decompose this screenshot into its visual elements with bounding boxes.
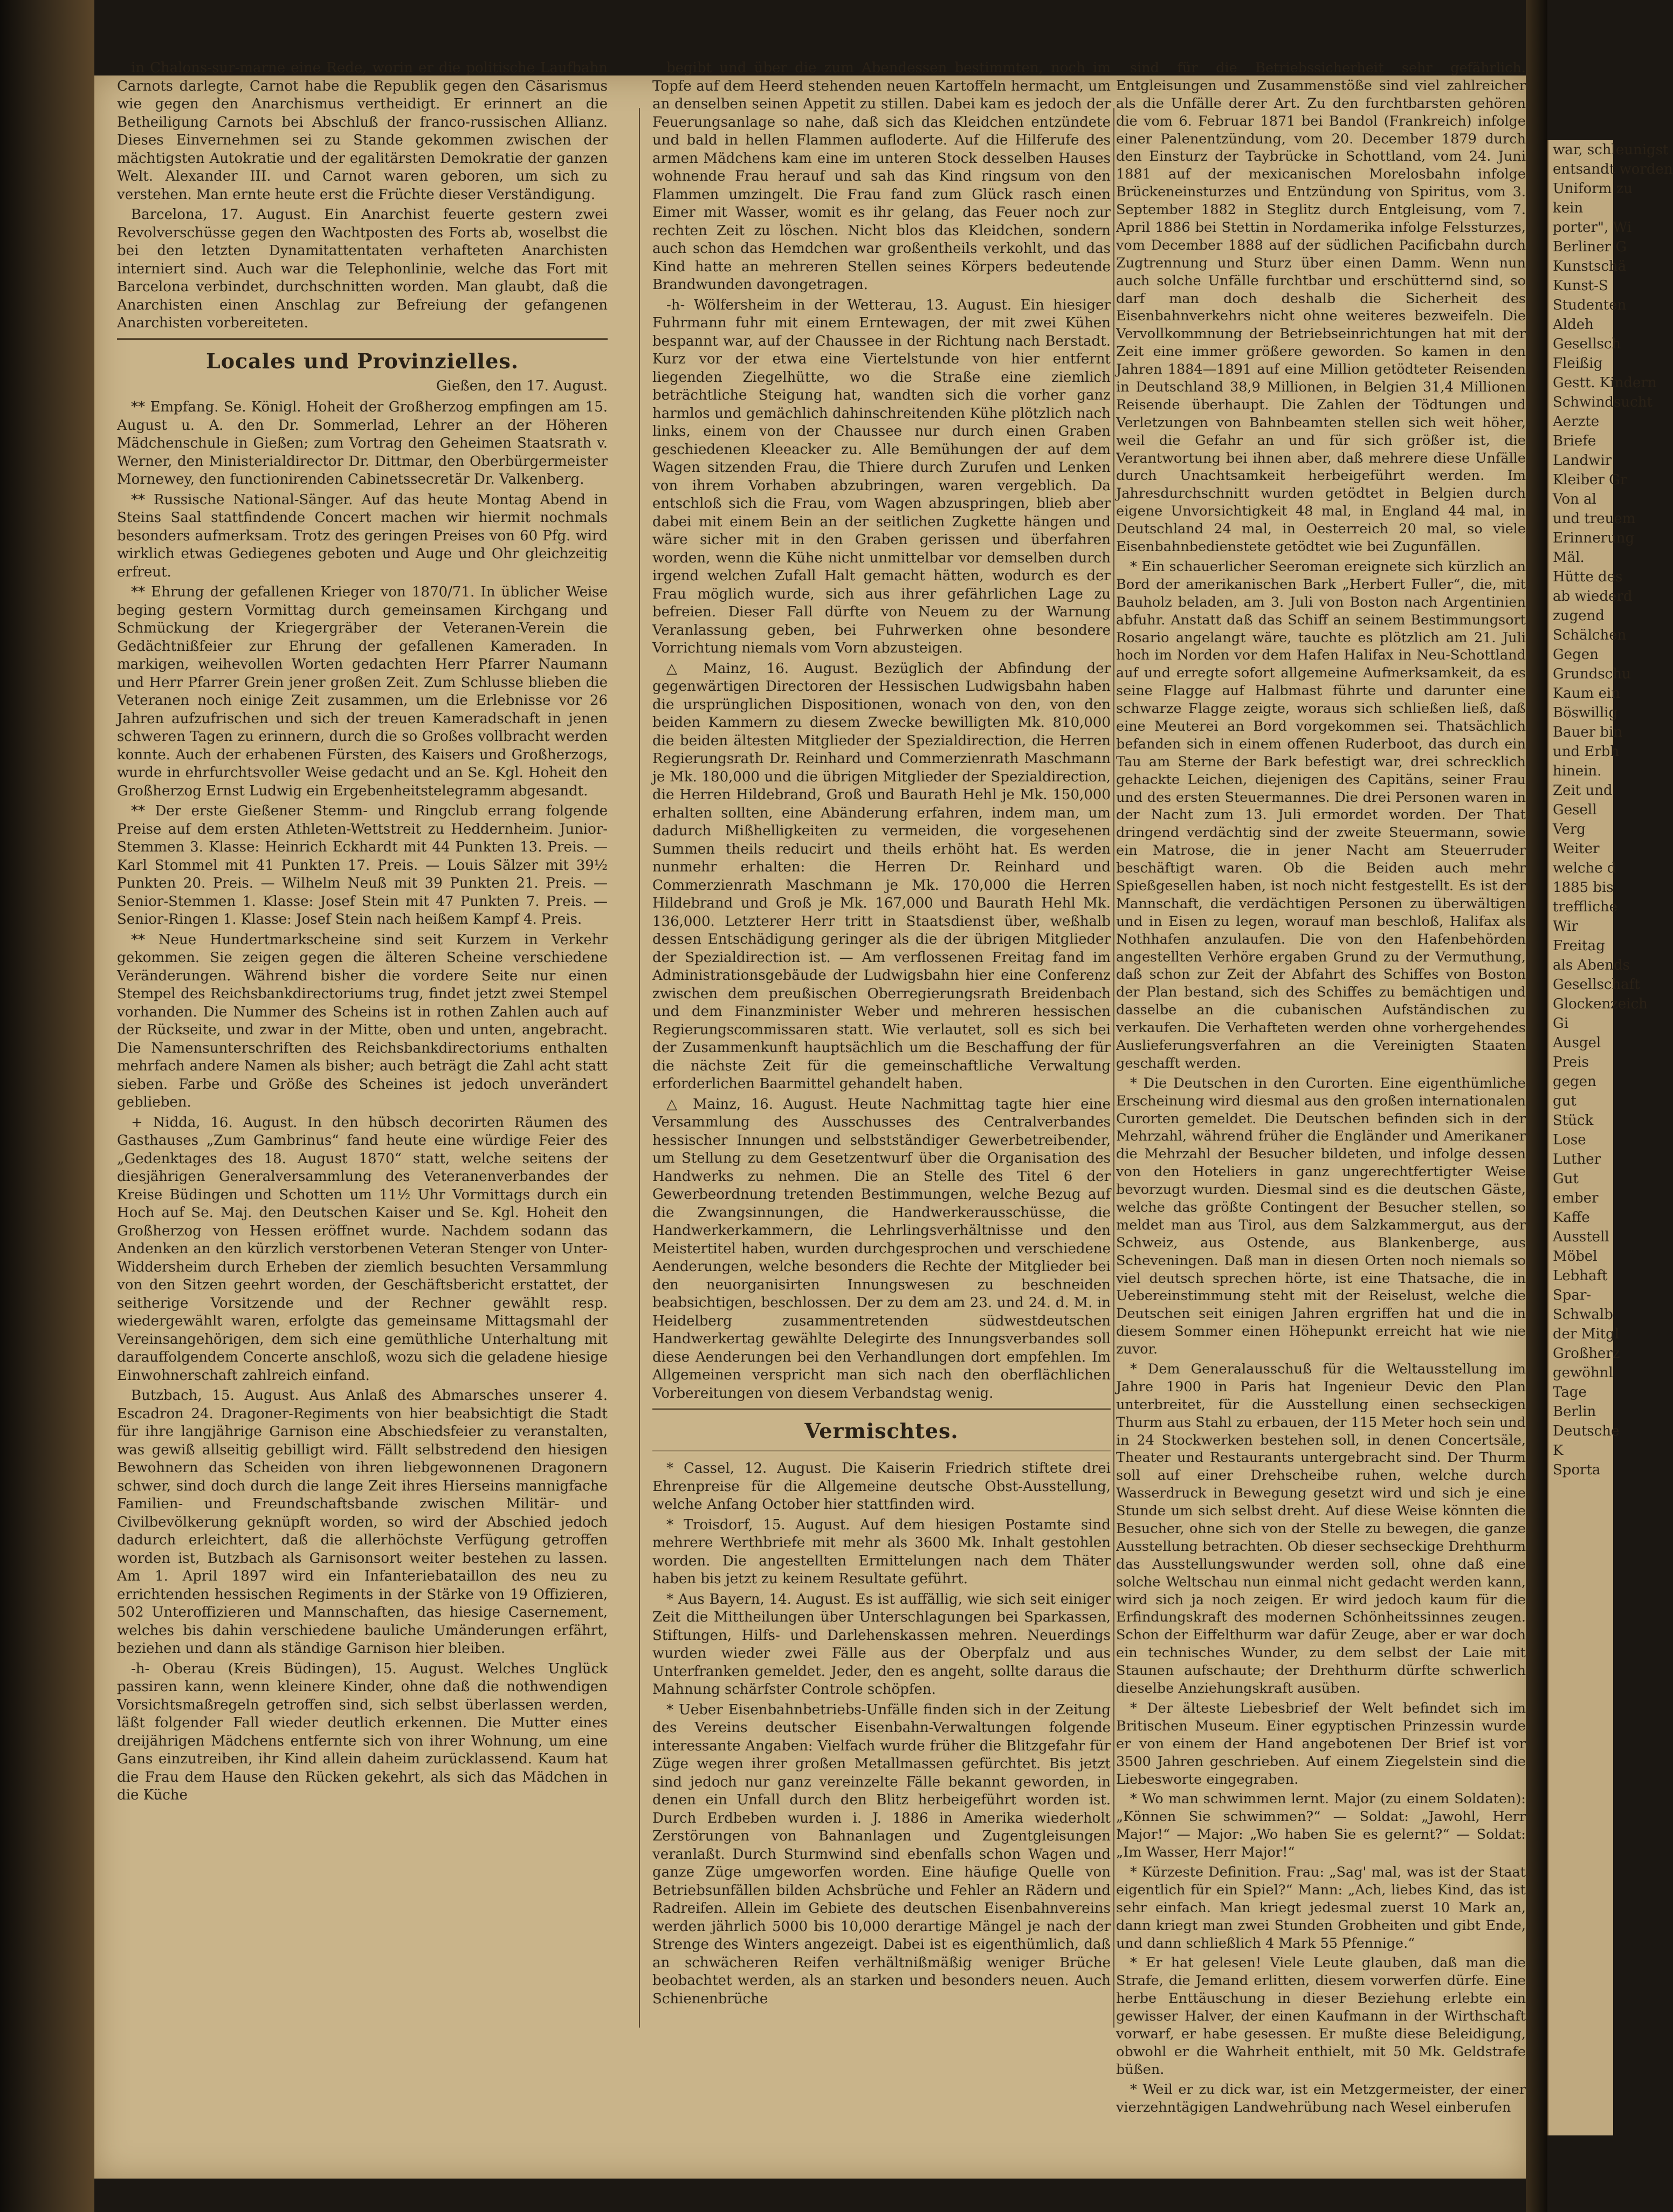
article-paragraph: ** Der erste Gießener Stemm- und Ringclub errang folgende Preise auf dem ersten Athleten-Wettstreit zu Heddernheim. Junior-Stemmen 3. Klasse: Heinrich Eckhardt mit 44 Punkten 13. Preis. — Karl Stommel mit 41 Punkten 17. Preis. — Louis Sälzer mit 39½ Punkten 20. Preis. — Wilhelm Neuß mit 39 Punkten 21. Preis. — Senior-Stemmen 1. Klasse: Josef Stein mit 47 Punkten 7. Preis. — Senior-Ringen 1. Klasse: Josef Stein nach heißem Kampf 4. Preis. (117, 803, 608, 928)
article-paragraph: * Aus Bayern, 14. August. Es ist auffällig, wie sich seit einiger Zeit die Mittheilungen über Unterschlagungen bei Sparkassen, Stiftungen, Hilfs- und Darlehenskassen mehren. Neuerdings wurden wieder zwei Fälle aus der Oberpfalz und aus Unterfranken gemeldet. Jeder, den es angeht, sollte daraus die Mahnung schärfster Controle schöpfen. (652, 1591, 1111, 1698)
next-page-fragment: Gesellsch (1553, 336, 1621, 352)
next-page-fragment: Uniform zu (1553, 181, 1633, 197)
next-page-fragment: Studenten (1553, 297, 1627, 313)
next-page-fragment: Schälchen (1553, 627, 1627, 643)
next-page-fragment: Kaffe (1553, 1210, 1590, 1226)
section-rule (117, 338, 608, 340)
article-paragraph: -h- Wölfersheim in der Wetterau, 13. August. Ein hiesiger Fuhrmann fuhr mit einem Erntewagen, der mit zwei Kühen bespannt war, auf der Chaussee in der Richtung nach Berstadt. Kurz vor der etwa eine Viertelstunde von hier entfernt liegenden Ziegelhütte, wo die Straße eine ziemlich beträchtliche Steigung hat, wandten sich die vorher ganz harmlos und gemächlich dahinschreitenden Kühe plötzlich nach links, einem von der Chaussee nur durch einen Graben geschiedenen Kleeacker zu. Alle Bemühungen der auf dem Wagen sitzenden Frau, die Thiere durch Zurufen und Lenken von ihrem Vorhaben abzubringen, waren vergeblich. Da entschloß sich die Frau, vom Wagen abzuspringen, blieb aber dabei mit einem Bein an der seitlichen Zugkette hängen und wäre sicher mit in den Graben gerissen und überfahren worden, wenn die Kühe nicht unmittelbar vor demselben durch irgend welchen Zufall Halt gemacht hätten, wodurch es der Frau möglich wurde, sich aus ihrer gefährlichen Lage zu befreien. Dieser Fall dürfte von Neuem zu der Warnung Veranlassung geben, bei Fuhrwerken ohne besondere Vorrichtung niemals vom Vorn abzusteigen. (652, 297, 1111, 656)
next-page-fragment: Tage (1553, 1384, 1587, 1400)
next-page-fragment: K (1553, 1442, 1564, 1459)
next-page-fragment: gegen (1553, 1074, 1596, 1090)
next-page-fragment: Berlin (1553, 1404, 1596, 1420)
article-paragraph: + Nidda, 16. August. In den hübsch decorirten Räumen des Gasthauses „Zum Gambrinus“ fand heute eine würdige Feier des „Gedenktages des 18. August 1870“ statt, welche seitens der diesjährigen Generalversammlung des Veteranenverbandes der Kreise Büdingen und Schotten um 11½ Uhr Vormittags durch ein Hoch auf Se. Maj. den Deutschen Kaiser und Se. Kgl. Hoheit den Großherzog von Hessen eröffnet wurde. Nachdem sodann das Andenken an den kürzlich verstorbenen Veteran Stenger von Unter-Widdersheim durch Erheben der ziemlich besuchten Versammlung von den Sitzen geehrt worden, der Geschäftsbericht erstattet, der seitherige Vorsitzende und der Rechner gewählt resp. wiedergewählt waren, erfolgte das gemeinsame Mittagsmahl der Vereinsangehörigen, dem sich eine gemüthliche Unterhaltung mit darauffolgendem Concerte anschloß, wozu sich die geladene hiesige Einwohnerschaft zahlreich einfand. (117, 1114, 608, 1384)
next-page-fragment: ab wiederd (1553, 588, 1633, 604)
article-paragraph: * Troisdorf, 15. August. Auf dem hiesigen Postamte sind mehrere Werthbriefe mit mehr als 3600 Mk. Inhalt gestohlen worden. Die angestellten Ermittelungen nach dem Thäter haben bis jetzt zu keinem Resultate geführt. (652, 1516, 1111, 1587)
next-page-fragment: Aerzte (1553, 414, 1600, 430)
next-page-fragment: Schwindsucht (1553, 394, 1653, 410)
next-page-fragment: Briefe (1553, 433, 1596, 449)
next-page-fragment: welche d (1553, 860, 1616, 876)
next-page-fragment: Verg (1553, 821, 1586, 837)
article-paragraph: begibt und über die zum Abendessen bestimmten, noch im Topfe auf dem Heerd stehenden neuen Kartoffeln hermacht, um an denselben seinen Appetit zu stillen. Dabei kam es jedoch der Feuerungsanlage so nahe, daß sich das Kleidchen entzündete und bald in hellen Flammen aufloderte. Auf die Hilferufe des armen Mädchens kam eine im unteren Stock desselben Hauses wohnende Frau herauf und sah das Kind ringsum von den Flammen umzingelt. Die Frau fand zum Glück rasch einen Eimer mit Wasser, womit es ihr gelang, das Feuer noch zur rechten Zeit zu löschen. Nicht blos das Kleidchen, sondern auch schon das Hemdchen war großentheils verkohlt, und das Kind hatte an mehreren Stellen seines Körpers bedeutende Brandwunden davongetragen. (652, 60, 1111, 293)
article-paragraph: * Ein schauerlicher Seeroman ereignete sich kürzlich an Bord der amerikanischen Bark „Herbert Fuller“, die, mit Bauholz beladen, am 3. Juli von Boston nach Argentinien abfuhr. Anstatt daß das Schiff an seinem Bestimmungsort Rosario angelangt wäre, tauchte es plötzlich am 21. Juli hoch im Norden vor dem Hafen Halifax in Neu-Schottland auf und erregte sofort allgemeine Aufmerksamkeit, da es seine Flagge auf Halbmast führte und darunter eine schwarze Flagge zeigte, woraus sich schließen ließ, daß eine Meuterei an Bord vorgekommen sei. Thatsächlich befanden sich in einem offenen Ruderboot, das durch ein Tau am Sterne der Bark befestigt war, drei schrecklich gehackte Leichen, diejenigen des Capitäns, seiner Frau und des ersten Steuermannes. Die drei Personen waren in der Nacht zum 13. Juli ermordet worden. Der That dringend verdächtig sind der zweite Steuermann, sowie ein Matrose, die in jener Nacht am Steuerruder beschäftigt waren. Ob die Beiden auch mehr Spießgesellen haben, ist noch nicht festgestellt. Es ist der Mannschaft, die verdächtigen Personen zu überwältigen und in Eisen zu legen, worauf man beschloß, Halifax als Nothhafen anzulaufen. Die von den Hafenbehörden angestellten Verhöre ergaben Grund zu der Vermuthung, daß schon zur Zeit der Abfahrt des Schiffes von Boston der Plan bestand, sich des Schiffes zu bemächtigen und dasselbe an die cubanischen Aufständischen zu verkaufen. Die Verhafteten werden ohne vorhergehendes Auslieferungsverfahren an die Vereinigten Staaten geschafft werden. (1116, 558, 1526, 1071)
next-page-fragment: Schwalb (1553, 1307, 1613, 1323)
column-1-local-news (117, 399, 608, 1805)
next-page-fragment: Grundschu (1553, 666, 1631, 682)
next-page-fragment: Spar- (1553, 1287, 1592, 1303)
book-gutter (1526, 0, 1547, 2212)
section-rule (652, 1451, 1111, 1452)
next-page-fragment: Aldeh (1553, 317, 1594, 333)
next-page-fragment: ember (1553, 1190, 1599, 1206)
article-paragraph: ** Russische National-Sänger. Auf das heute Montag Abend in Steins Saal stattfindende Concert machen wir hiermit nochmals besonders aufmerksam. Trotz des geringen Preises von 60 Pfg. wird wirklich etwas Gediegenes geboten und Auge und Ohr gleichzeitig erfreut. (117, 491, 608, 580)
next-page-fragment: Ausgel (1553, 1035, 1601, 1051)
next-page-fragment: Kunst-S (1553, 278, 1608, 294)
article-paragraph: * Cassel, 12. August. Die Kaiserin Friedrich stiftete drei Ehrenpreise für die Allgemeine deutsche Obst-Ausstellung, welche Anfang October hier stattfinden wird. (652, 1460, 1111, 1513)
article-paragraph: Butzbach, 15. August. Aus Anlaß des Abmarsches unserer 4. Escadron 24. Dragoner-Regiments von hier beabsichtigt die Stadt für ihre langjährige Garnison eine Abschiedsfeier zu veranstalten, was gewiß allseitig gebilligt wird. Fällt selbstredend den hiesigen Bewohnern das Scheiden von ihren liebgewonnenen Dragonern schwer, sind doch durch die lange Zeit ihres Hierseins mannigfache Familien- und Freundschaftsbande zwischen Militär- und Civilbevölkerung geknüpft worden, so wird der Abschied jedoch dadurch erleichtert, daß die allerhöchste Verfügung getroffen worden ist, Butzbach als Garnisonsort weiter bestehen zu lassen. Am 1. April 1897 wird ein Infanteriebataillon des neu zu errichtenden hessischen Regiments in der Stärke von 19 Offizieren, 502 Unteroffizieren und Mannschaften, das hiesige Casernement, welches bis dahin verschiedene bauliche Umänderungen erfährt, beziehen und dann als ständige Garnison hier bleiben. (117, 1387, 608, 1657)
next-page-fragment: Zeit und (1553, 782, 1613, 799)
next-page-fragment: Böswillig (1553, 705, 1618, 721)
next-page-fragment: Gesell (1553, 802, 1597, 818)
next-page-fragment: Deutsche (1553, 1423, 1620, 1439)
next-page-fragment: Luther (1553, 1151, 1601, 1167)
next-page-fragment: als Abends (1553, 957, 1630, 973)
article-paragraph: * Er hat gelesen! Viele Leute glauben, daß man die Strafe, die Jemand erlitten, diesem vorwerfen dürfe. Eine herbe Enttäuschung in dieser Beziehung erlebte ein gewisser Halver, der einen Kaufmann in der Wirthschaft vorwarf, er habe gesessen. Er mußte diese Beleidigung, obwohl er die Wahrheit enthielt, mit 50 Mk. Geldstrafe büßen. (1116, 1955, 1526, 2078)
next-page-fragment: war, schleunigst (1553, 142, 1669, 158)
article-paragraph: * Wo man schwimmen lernt. Major (zu einem Soldaten): „Können Sie schwimmen?“ — Soldat: „Jawohl, Herr Major!“ — Major: „Wo haben Sie es gelernt?“ — Soldat: „Im Wasser, Herr Major!“ (1116, 1791, 1526, 1861)
section-rule (652, 1408, 1111, 1410)
section-title-vermischtes: Vermischtes. (804, 1419, 959, 1443)
next-page-fragment: Wir (1553, 918, 1579, 935)
section-title-locales: Locales und Provinzielles. (205, 348, 519, 373)
next-page-fragment: Großherz (1553, 1345, 1620, 1362)
next-page-fragment: Gesellschaft (1553, 977, 1640, 993)
column-2 (652, 59, 1111, 2141)
book-spine-left (0, 0, 94, 2212)
column-rule (639, 108, 640, 2028)
next-page-fragment: Kunstschä (1553, 258, 1627, 274)
next-page-fragment: Mäl. (1553, 549, 1585, 566)
article-paragraph: * Der älteste Liebesbrief der Welt befindet sich im Britischen Museum. Einer egyptischen Prinzessin wurde er von einem der Hand angebotenen Der Brief ist vor 3500 Jahren geschrieben. Auf einem Ziegelstein sind die Liebesworte eingegraben. (1116, 1700, 1526, 1788)
column-2-news (652, 59, 1111, 1403)
article-paragraph: Barcelona, 17. August. Ein Anarchist feuerte gestern zwei Revolverschüsse gegen den Wachtposten des Forts ab, woselbst die bei den letzten Dynamitattentaten verhafteten Anarchisten interniert sind. Auch war die Telephonlinie, welche das Fort mit Barcelona verbindet, durchschnitten worden. Man glaubt, daß die Anarchisten einen Anschlag zur Befreiung der gefangenen Anarchisten vorbereiteten. (117, 207, 608, 331)
article-paragraph: in Chalons-sur-marne eine Rede, worin er die politische Laufbahn Carnots darlegte, Carnot habe die Republik gegen den Cäsarismus wie gegen den Anarchismus vertheidigt. Er erinnert an die Betheiligung Carnots bei Abschluß der franco-russischen Allianz. Dieses Einvernehmen sei zu Stande gekommen zwischen der mächtigsten Autokratie und der egalitärsten Demokratie der ganzen Welt. Alexander III. und Carnot waren geboren, um sich zu verstehen. Man ernte heute erst die Früchte dieser Verständigung. (117, 60, 608, 203)
next-page-fragment: entsandt worden (1553, 161, 1673, 177)
next-page-fragment: Stück (1553, 1112, 1594, 1129)
next-page-fragment: Sporta (1553, 1462, 1601, 1478)
article-paragraph: ** Empfang. Se. Königl. Hoheit der Großherzog empfingen am 15. August u. A. den Dr. Sommerlad, Lehrer an der Höheren Mädchenschule in Gießen; zum Vortrag den Geheimen Staatsrath v. Werner, den Ministerialdirector Dr. Dittmar, den Oberbürgermeister Mornewey, den functionirenden Cabinetssecretär Dr. Valkenberg. (117, 399, 608, 487)
next-page-fragment: 1885 bis (1553, 880, 1614, 896)
next-page-fragment: Gut (1553, 1171, 1579, 1187)
next-page-fragment: Berliner G (1553, 239, 1627, 255)
next-page-fragment: Möbel (1553, 1248, 1598, 1265)
next-page-fragment: und treuem (1553, 511, 1636, 527)
next-page-fragment: und Erbh (1553, 744, 1620, 760)
article-paragraph: * Kürzeste Definition. Frau: „Sag' mal, was ist der Staat eigentlich für ein Spiel?“ Mann: „Ach, liebes Kind, das ist sehr einfach. Man kriegt jedesmal zuerst 10 Mark an, dann kriegt man zwei Stunden Grobheiten und gibt Ende, und dann schließlich 4 Mark 55 Pfennige.“ (1116, 1864, 1526, 1952)
next-page-fragment: gewöhnl (1553, 1365, 1613, 1381)
next-page-fragment: der Mitgl (1553, 1326, 1620, 1342)
next-page-fragment: zugend (1553, 608, 1605, 624)
column-2-misc-news (652, 1460, 1111, 2008)
article-paragraph: * Die Deutschen in den Curorten. Eine eigenthümliche Erscheinung wird diesmal aus den großen internationalen Curorten gemeldet. Die Deutschen befinden sich in der Mehrzahl, während früher die Engländer und Amerikaner die Mehrzahl der Besucher bildeten, und infolge dessen von den Hoteliers in ganz ungerechtfertigter Weise bevorzugt wurden. Diesmal sind es die deutschen Gäste, welche das größte Contingent der Besucher stellen, so meldet man aus Tirol, aus dem Salzkammergut, aus der Schweiz, aus Ostende, aus Blankenberge, aus Scheveningen. Daß man in diesen Orten noch niemals so viel deutsch sprechen hörte, ist eine Thatsache, die in Uebereinstimmung steht mit der Reiselust, welche die Deutschen seit einigen Jahren ergriffen hat und die in diesem Sommer einen Höhepunkt erreicht hat wie nie zuvor. (1116, 1075, 1526, 1358)
next-page-fragment: Ausstell (1553, 1229, 1609, 1245)
next-page-fragment: Landwir (1553, 452, 1612, 469)
next-page-fragment: Weiter (1553, 841, 1600, 857)
next-page-fragment: porter", Wi (1553, 219, 1632, 236)
next-page-fragment: Fleißig (1553, 355, 1603, 372)
next-page-fragment: Gegen (1553, 647, 1599, 663)
next-page-fragment: Bauer bin (1553, 724, 1623, 740)
next-page-fragment: kein (1553, 200, 1584, 216)
column-3 (1116, 59, 1526, 2141)
article-paragraph: ** Ehrung der gefallenen Krieger von 1870/71. In üblicher Weise beging gestern Vormittag durch gemeinsamen Kirchgang und Schmückung der Kriegergräber der Veteranen-Verein die Gedächtnißfeier zur Ehrung der gefallenen Kameraden. In markigen, weihevollen Worten gedachten Herr Pfarrer Naumann und Herr Pfarrer Grein jener großen Zeit. Zum Schlusse blieben die Veteranen noch einige Zeit zusammen, um die Erlebnisse vor 26 Jahren aufzufrischen und sich der treuen Kameradschaft in jenen schweren Tagen zu erinnern, durch die so Großes vollbracht werden konnte. Auch der erhabenen Fürsten, des Kaisers und Großherzogs, wurde in ehrfurchtsvoller Weise gedacht und an Se. Kgl. Hoheit den Großherzog Ernst Ludwig ein Ergebenheitstelegramm abgesandt. (117, 584, 608, 799)
next-page-fragment: Lose (1553, 1132, 1586, 1148)
next-page-fragment: Kleiber Gr (1553, 472, 1627, 488)
column-1-intro (117, 59, 608, 333)
article-paragraph: ** Neue Hundertmarkscheine sind seit Kurzem in Verkehr gekommen. Sie zeigen gegen die älteren Scheine verschiedene Veränderungen. Während bisher die vordere Seite nur einen Stempel des Reichsbankdirectoriums trug, findet jetzt zwei Stempel vorhanden. Die Nummer des Scheins ist in rothen Zahlen auch auf der Rückseite, und zwar in der Mitte, oben und unten, angebracht. Die Namensunterschriften des Reichsbankdirectoriums enthalten mehrfach andere Namen als bisher; auch beträgt die Zahl acht statt sieben. Farbe und Größe des Scheines ist jedoch unverändert geblieben. (117, 931, 608, 1110)
next-page-fragment: gut (1553, 1093, 1576, 1109)
next-page-fragment: Preis (1553, 1054, 1589, 1070)
column-3-misc-news (1116, 59, 1526, 2116)
article-paragraph: * Weil er zu dick war, ist ein Metzgermeister, der einer vierzehntägigen Landwehrübung nach Wesel einberufen (1116, 2081, 1526, 2115)
next-page-fragment: Lebhaft (1553, 1268, 1608, 1284)
next-page-fragment: Erinnerung (1553, 530, 1635, 546)
next-page-fragment: Kaum ein (1553, 685, 1621, 702)
article-paragraph: △ Mainz, 16. August. Bezüglich der Abfindung der gegenwärtigen Directoren der Hessischen Ludwigsbahn haben die ursprünglichen Dispositionen, wonach von den, von den beiden Kammern zu diesem Zwecke bewilligten Mk. 810,000 die beiden ältesten Mitglieder der Spezialdirection, die Herren Regierungsrath Dr. Reinhard und Commerzienrath Maschmann je Mk. 180,000 und die übrigen Mitglieder der Spezialdirection, die Herren Hildebrand, Groß und Baurath Hehl je Mk. 150,000 erhalten sollten, eine Abänderung erfahren, indem man, um dadurch Mißhelligkeiten zu vermeiden, die vorgesehenen Summen theils reducirt und theils erhöht hat. Es werden nunmehr erhalten: die Herren Dr. Reinhard und Commerzienrath Maschmann je Mk. 170,000 die Herren Hildebrand und Groß je Mk. 167,000 und Baurath Hehl Mk. 136,000. Letzterer Herr tritt in Staatsdienst über, weßhalb dessen Entschädigung geringer als die der übrigen Mitglieder der Spezialdirection ist. — Am verflossenen Freitag fand im Administrationsgebäude der Ludwigsbahn hier eine Conferenz zwischen dem preußischen Oberregierungsrath Breidenbach und dem Finanzminister Weber und mehreren hessischen Regierungscommissaren statt. Wie verlautet, soll es sich bei der Zusammenkunft hauptsächlich um die Beschaffung der für die nächste Zeit für die gemeinschaftliche Verwaltung erforderlichen Baarmittel gehandelt haben. (652, 660, 1111, 1092)
column-1 (117, 59, 608, 2141)
next-page-fragment: Von al (1553, 491, 1596, 507)
next-page-fragment: Glockenzeich (1553, 996, 1648, 1012)
article-paragraph: sind für die Betriebssicherheit sehr gefährlich. Entgleisungen und Zusammenstöße sind viel zahlreicher als die Unfälle derer Art. Zu den furchtbarsten gehören die vom 6. Februar 1871 bei Bandol (Frankreich) infolge einer Palenentzündung, vom 20. December 1879 durch den Einsturz der Taybrücke in Schottland, vom 24. Juni 1881 auf der mexicanischen Morelosbahn infolge Brückeneinsturzes und Entzündung von Spiritus, vom 3. September 1882 in Steglitz durch Entgleisung, vom 7. April 1886 bei Stettin in Nordamerika infolge Felssturzes, vom December 1888 auf der südlichen Pacificbahn durch Zugtrennung und Sturz über einen Damm. Wenn nun auch solche Unfälle furchtbar und erschütternd sind, so darf man doch deshalb die Sicherheit des Eisenbahnverkehrs nicht ohne weiteres bezweifeln. Die Vervollkommnung der Betriebseinrichtungen hat mit der Zeit eine immer größere geworden. So kamen in den Jahren 1884—1891 auf eine Million getödteter Reisenden in Deutschland 38,9 Millionen, in Belgien 31,4 Millionen Reisende überhaupt. Die Zahlen der Tödtungen und Verletzungen von Bahnbeamten stellen sich weit höher, weil die Gefahr an und für sich größer ist, die Verantwortung bei ihnen aber, daß mehrere diese Unfälle durch Unachtsamkeit herbeigeführt werden. Im Jahresdurchschnitt wurden getödtet in Belgien durch eigene Unvorsichtigkeit 48 mal, in England 44 mal, in Deutschland 24 mal, in Oesterreich 20 mal, so viele Eisenbahnbedienstete getödtet wie bei Zugunfällen. (1116, 60, 1526, 555)
next-page-fragment: Freitag (1553, 938, 1605, 954)
next-page-fragment: Hütte des (1553, 569, 1623, 585)
article-paragraph: △ Mainz, 16. August. Heute Nachmittag tagte hier eine Versammlung des Ausschusses des Centralverbandes hessischer Innungen und selbstständiger Gewerbetreibender, um Stellung zu dem Gesetzentwurf über die Organisation des Handwerks zu nehmen. Die an Stelle des Titel 6 der Gewerbeordnung tretenden Bestimmungen, welche Bezug auf die Zwangsinnungen, die Handwerkerausschüsse, die Handwerkerkammern, die Lehrlingsverhältnisse und den Meistertitel haben, wurden durchgesprochen und verschiedene Aenderungen, welche besonders die Rechte der Mitglieder bei den neuorganisirten Innungswesen zu beschneiden beabsichtigen, beschlossen. Der zu dem am 23. und 24. d. M. in Heidelberg zusammentretenden südwestdeutschen Handwerkertag gewählte Delegirte des Innungsverbandes soll diese Aenderungen bei den Verhandlungen dort empfehlen. Im Allgemeinen verspricht man sich nach den oberflächlichen Vorbereitungen von diesem Verbandstag wenig. (652, 1096, 1111, 1402)
article-paragraph: -h- Oberau (Kreis Büdingen), 15. August. Welches Unglück passiren kann, wenn kleinere Kinder, ohne daß die nothwendigen Vorsichtsmaßregeln getroffen sind, sich selbst überlassen werden, läßt folgender Fall wieder deutlich erkennen. Die Mutter eines dreijährigen Mädchens entfernte sich von ihrer Wohnung, um eine Gans einzutreiben, ihr Kind allein daheim zurücklassend. Kaum hat die Frau dem Hause den Rücken gekehrt, als sich das Mädchen in die Küche (117, 1660, 608, 1803)
next-page-edge (1547, 140, 1673, 2135)
column-rule (1113, 108, 1114, 2028)
next-page-fragment: treffliche (1553, 899, 1618, 915)
article-paragraph: * Ueber Eisenbahnbetriebs-Unfälle finden sich in der Zeitung des Vereins deutscher Eisenbahn-Verwaltungen folgende interessante Angaben: Vielfach wurde früher die Blitzgefahr für Züge wegen ihrer großen Metallmassen gefürchtet. Bis jetzt sind jedoch nur ganz vereinzelte Fälle bekannt geworden, in denen ein Unfall durch den Blitz herbeigeführt worden ist. Durch Erdbeben wurden i. J. 1886 in Amerika wiederholt Zerstörungen von Bahnanlagen und Zugentgleisungen veranlaßt. Durch Sturmwind sind ebenfalls schon Wagen und ganze Züge umgeworfen worden. Eine häufige Quelle von Betriebsunfällen bilden Achsbrüche und Fehler an Rädern und Radreifen. Allein im Gebiete des deutschen Eisenbahnvereins werden jährlich 5000 bis 10,000 derartige Mängel je nach der Strenge des Winters angezeigt. Dabei ist es eigenthümlich, daß an schwächeren Reifen verhältnißmäßig weniger Brüche beobachtet werden, als an starken und besonders neuen. Auch Schienenbrüche (652, 1701, 1111, 2007)
article-paragraph: * Dem Generalausschuß für die Weltausstellung im Jahre 1900 in Paris hat Ingenieur Devic den Plan unterbreitet, für die Ausstellung einen sechseckigen Thurm aus Stahl zu erbauen, der 115 Meter hoch sein und in 24 Stockwerken bestehen soll, in denen Concertsäle, Theater und Restaurants untergebracht sind. Der Thurm soll auf einer Drehscheibe ruhen, welche durch Wasserdruck in Bewegung gesetzt wird und sich je eine Stunde um sich selbst dreht. Auf diese Weise könnten die Besucher, ohne sich von der Stelle zu bewegen, die ganze Ausstellung betrachten. Ob dieser sechseckige Drehthurm das Ausstellungswunder werden soll, ohne daß eine solche Weltschau nun einmal nicht gedacht werden kann, wird sich ja noch zeigen. Er wird jedoch kaum für die Erfindungskraft des modernen Schönheitssinnes zeugen. Schon der Eiffelthurm war dafür Zeuge, aber er war doch ein technisches Wunder, zu dem selbst der Laie mit Staunen aufschaute; der Drehthurm dürfte schwerlich dieselbe Anziehungskraft ausüben. (1116, 1361, 1526, 1697)
next-page-fragment: Gestt. Kindern (1553, 375, 1657, 391)
next-page-fragment: hinein. (1553, 763, 1602, 779)
next-page-fragment: Gi (1553, 1015, 1569, 1032)
dateline: Gießen, den 17. August. (436, 377, 608, 394)
